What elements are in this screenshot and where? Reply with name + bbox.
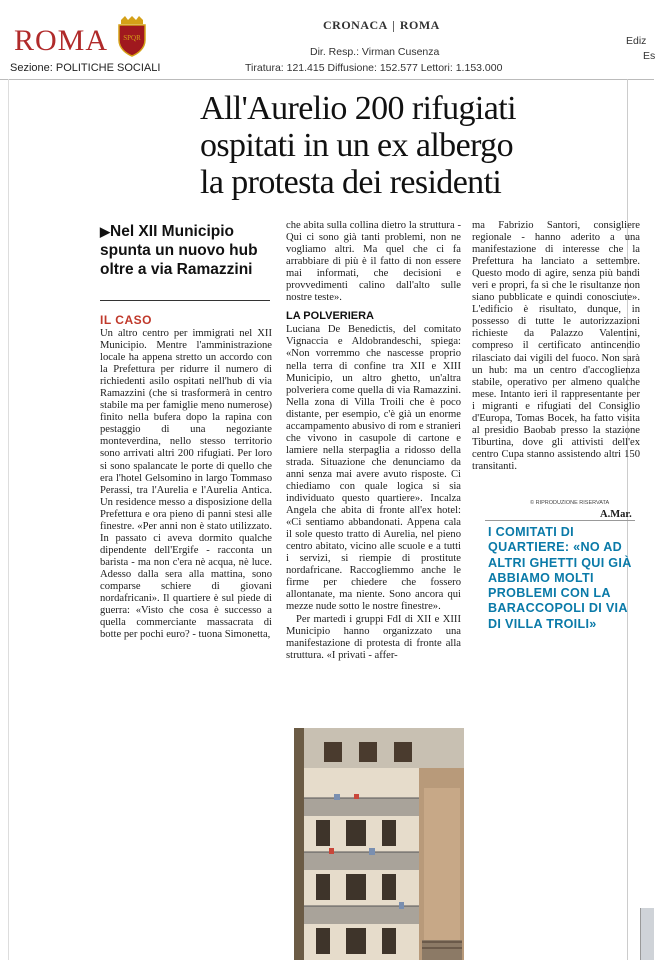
article-column-3 — [472, 220, 640, 473]
author-signature: A.Mar. — [600, 509, 632, 520]
article-headline — [200, 90, 600, 201]
subhead-divider — [100, 300, 270, 301]
pullquote-divider — [485, 520, 635, 521]
adjacent-page-edge — [640, 908, 654, 960]
rome-crest-icon — [115, 16, 149, 56]
paragraph: che abita sulla collina dietro la struttura - Qui ci sono già tanti problemi, non ne vogliamo altri. Ma quel che ci fa arrabbiare di più è il fatto di non essere mai informati, che decisioni e provvedimenti calino dall'alto sulle nostre teste». — [286, 220, 461, 304]
edition-label-2: Es — [643, 50, 655, 62]
building-photo — [294, 728, 464, 960]
copyright-note: © RIPRODUZIONE RISERVATA — [530, 500, 610, 506]
paragraph: Per martedì i gruppi FdI di XII e XIII Municipio hanno organizzato una manifestazione di protesta di fronte alla struttura. «I privati - affer- — [286, 613, 461, 661]
article-column-1 — [100, 328, 272, 641]
headline-line: la protesta dei residenti — [200, 164, 502, 201]
edition-label: Ediz — [626, 35, 647, 47]
newspaper-logo: ROMA — [14, 24, 109, 57]
subsection-heading: LA POLVERIERA — [286, 310, 375, 323]
masthead-divider — [0, 79, 654, 80]
circulation-stats: Tiratura: 121.415 Diffusione: 152.577 Lettori: 1.153.000 — [245, 62, 503, 74]
pull-quote: I COMITATI DI QUARTIERE: «NO AD ALTRI GHETTI QUI GIÀ ABBIAMO MOLTI PROBLEMI CON LA BARACCOPOLI DI VIA DI VILLA TROILI» — [488, 525, 632, 631]
arrow-icon: ▶ — [100, 224, 110, 239]
paragraph: Un altro centro per immigrati nel XII Municipio. Mentre l'amministrazione locale ha appena stretto un accordo con la Prefettura per ridurre il numero di richiedenti asilo ospitati nell'hub di via Ramazzini (che si trasformerà in centro stabile ma per famiglie meno numerose) finito nella bufera dopo la rapina con pestaggio di una negoziante monteverdina, nello stesso territorio sono arrivati altri 200 rifugiati. Per loro si sono spalancate le porte di quello che era l'hotel Gelsomino in largo Tommaso Perassi, tra l'Aurelia e l'Aurelia Antica. Un residence messo a disposizione della Prefettura e ora pieno di panni stesi alle finestre. «Per anni non è stato utilizzato. In passato ci aveva dormito qualche dipendente dell'Ergife - racconta un barista - ma non c'era nè acqua, nè luce. Adesso dalla sera alla mattina, sono comparse schiere di giovani nordafricani». Il quartiere è sul piede di guerra: «Visto che cosa è successo a quella commerciante massacrata di botte per pochi euro? - tuona Simonetta, — [100, 328, 272, 641]
director-line: Dir. Resp.: Virman Cusenza — [310, 46, 440, 58]
paper-name-b: ROMA — [399, 18, 440, 32]
page-left-edge — [8, 79, 9, 960]
article-subhead — [100, 222, 280, 279]
headline-line: All'Aurelio 200 rifugiati — [200, 90, 516, 127]
headline-line: ospitati in un ex albergo — [200, 127, 513, 164]
section-kicker: IL CASO — [100, 313, 152, 327]
paragraph: Luciana De Benedictis, del comitato Vignaccia e Aldobrandeschi, spiega: «Non vorremmo che nascesse proprio nella terra di confine tra XII e XIII Municipio, un altro ghetto, un'altra polveriera come quella di via Ramazzini. Nella zona di Villa Troili che è poco distante, per esempio, c'è già un enorme accampamento abusivo di rom e stranieri che vivono in casupole di cartone e lamiere nella sterpaglia a ridosso della strada. Situazione che denunciamo da anni senza mai avere avuto risposte. Ci chiediamo con quale logica si sia individuato questo quartiere». Incalza Angela che abita di fronte all'ex hotel: «Ci sentiamo abbandonati. Appena cala il sole questo tratto di Aurelia, nel pieno centro abitato, vicino alle scuole e a tutti i servizi, si riempie di prostitute nordafricane. Raccogliemmo anche le firme per chiedere che fossero allontanate, ma niente. Sono ancora qui mezze nude sotto le nostre finestre». — [286, 324, 461, 613]
paragraph: ma Fabrizio Santori, consigliere regionale - hanno aderito a una manifestazione di interesse che la Prefettura ha lanciato a settembre. Questo modo di agire, senza più bandi veri e propri, fa sì che le risultanze non siano pubblicate e quindi conosciute». L'edificio è risultato, dunque, in possesso di tutte le autorizzazioni richieste da Palazzo Valentini, compreso il certificato antincendio rilasciato dai vigili del fuoco. Non sarà un hub: ma un centro d'accoglienza stabile, operativo per almeno qualche mese. Intanto ieri il rappresentante per i migranti e rifugiati del Consiglio d'Europa, Tomas Bocek, ha fatto visita al presidio Baobab presso la stazione Tiburtina, dove gli attivisti dell'ex centro Cupa stanno assistendo altri 150 transitanti. — [472, 220, 640, 472]
paper-name-a: CRONACA — [323, 18, 388, 32]
subhead-text: Nel XII Municipio spunta un nuovo hub oltre a via Ramazzini — [100, 223, 258, 278]
section-label: Sezione: POLITICHE SOCIALI — [10, 62, 161, 74]
article-column-2 — [286, 220, 461, 662]
svg-text:SPQR: SPQR — [123, 34, 141, 42]
paper-name — [323, 18, 440, 33]
